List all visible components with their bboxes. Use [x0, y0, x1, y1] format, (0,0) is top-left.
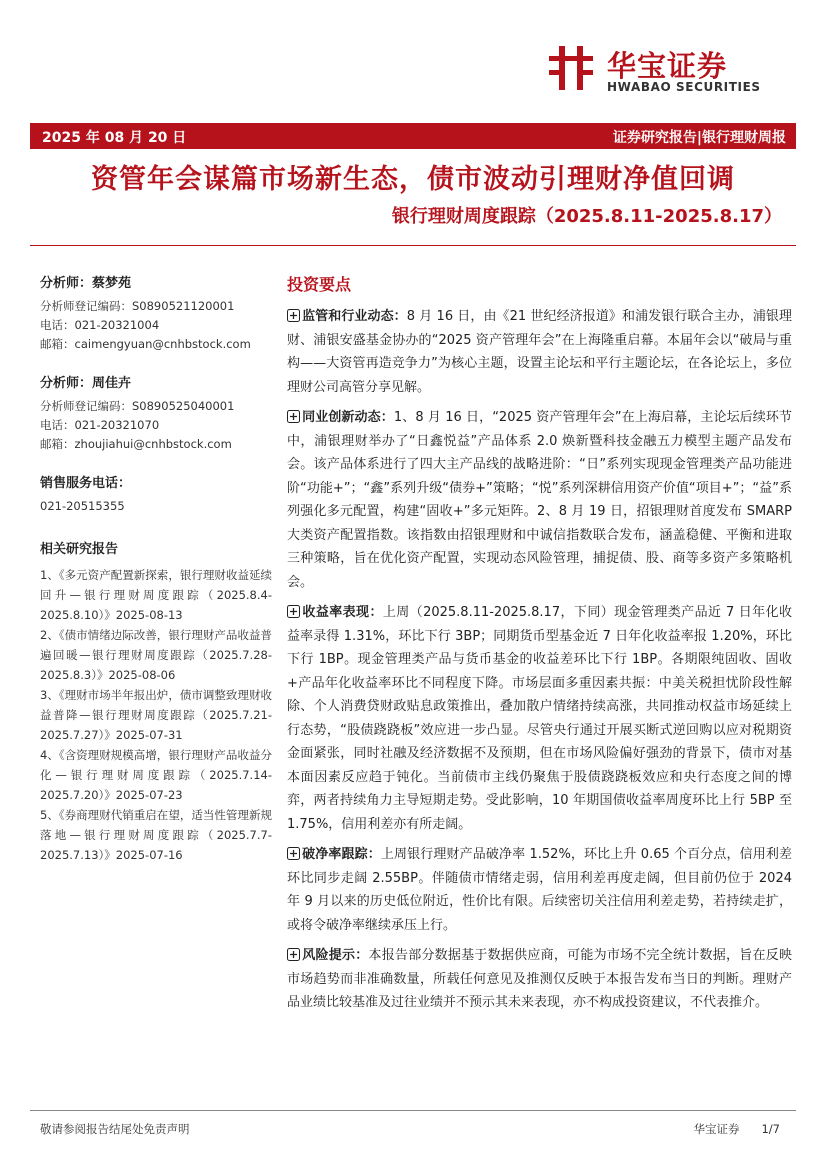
highlight-paragraph [287, 944, 792, 1015]
sales-block [40, 472, 272, 516]
logo-text-en: HWABAO SECURITIES [607, 80, 761, 94]
related-reports-title: 相关研究报告 [40, 542, 119, 557]
footer-disclaimer[interactable]: 敬请参阅报告结尾处免责声明 [40, 1122, 190, 1136]
report-date: 2025 年 08 月 20 日 [42, 130, 187, 146]
related-report-item[interactable]: 2、《债市情绪边际改善，银行理财产品收益普遍回暖—银行理财周度跟踪（2025.7.28-2025.8.3）》2025-08-06 [40, 628, 272, 682]
bullet-icon [287, 410, 300, 423]
report-title: 资管年会谋篇市场新生态，债市波动引理财净值回调 [91, 164, 735, 195]
sales-tel: 021-20515355 [40, 499, 125, 513]
paragraph-head: 收益率表现： [302, 605, 383, 620]
related-report-item[interactable]: 3、《理财市场半年报出炉，债市调整致理财收益普降—银行理财周度跟踪（2025.7.21-2025.7.27）》2025-07-31 [40, 688, 272, 742]
bullet-icon [287, 309, 300, 322]
footer-info [671, 1121, 780, 1137]
bullet-icon [287, 605, 300, 618]
paragraph-body: 上周银行理财产品破净率 1.52%，环比上升 0.65 个百分点，信用利差环比同步走阔 2.55BP。伴随债市情绪走弱，信用利差再度走阔，但目前仍位于 2024 年 9 月以来的历史低位附近，性价比有限。后续密切关注信用利差走势，若持续走扩，或将令破净率继续承压上行。 [287, 847, 792, 933]
huabao-logo-icon [545, 42, 597, 92]
company-logo [545, 42, 785, 98]
analyst-tel: 电话：021-20321004 [40, 318, 160, 332]
paragraph-body: 1、8 月 16 日，“2025 资产管理年会”在上海启幕，主论坛后续环节中，浦银理财举办了“日鑫悦益”产品体系 2.0 焕新暨科技金融五力模型主题产品发布会。该产品体系进行了四大主产品线的战略进阶：“日”系列实现现金管理类产品功能进阶“功能+”；“鑫”系列升级“债券+”策略；“悦”系列深耕信用资产价值“项目+”；“益”系列强化多元配置，构建“固收+”多元矩阵。2、8 月 19 日，招银理财首度发布 SMARP 大类资产配置指数。该指数由招银理财和中诚信指数联合发布，涵盖稳健、平衡和进取三种策略，旨在优化资产配置，实现动态风险管理，捕捉债、股、商等多资产多策略机会。 [287, 410, 792, 590]
analyst-name: 分析师：周佳卉 [40, 376, 132, 391]
page-number: 1/7 [761, 1122, 780, 1136]
sales-label: 销售服务电话： [40, 476, 132, 491]
analyst-tel: 电话：021-20321070 [40, 418, 160, 432]
analyst-block [40, 372, 272, 454]
analyst-email[interactable]: 邮箱：caimengyuan@cnhbstock.com [40, 337, 251, 351]
bullet-icon [287, 948, 300, 961]
paragraph-head: 监管和行业动态： [302, 309, 407, 324]
analyst-email[interactable]: 邮箱：zhoujiahui@cnhbstock.com [40, 437, 232, 451]
highlight-paragraph [287, 406, 792, 594]
paragraph-body: 本报告部分数据基于数据供应商，可能为市场不完全统计数据，旨在反映市场趋势而非准确数量，所载任何意见及推测仅反映于本报告发布当日的判断。理财产品业绩比较基准及过往业绩并不预示其未来表现，亦不构成投资建议，不代表推介。 [287, 948, 792, 1010]
paragraph-body: 上周（2025.8.11-2025.8.17，下同）现金管理类产品近 7 日年化收益率录得 1.31%，环比下行 3BP；同期货币型基金近 7 日年化收益率报 1.20%，环比下行 1BP。现金管理类产品与货币基金的收益差环比下行 1BP。各期限纯固收、固收+产品年化收益率环比不同程度下降。市场层面多重因素共振：中美关税担忧阶段性解除、个人消费贷财政贴息政策推出，叠加散户情绪持续高涨，共同推动权益市场延续上行态势，“股债跷跷板”效应进一步凸显。尽管央行通过开展买断式逆回购以应对税期资金面紧张，同时社融及经济数据不及预期，但在市场风险偏好强劲的背景下，债市对基本面因素反应趋于钝化。当前债市主线仍聚焦于股债跷跷板效应和央行态度之间的博弈，两者持续角力主导短期走势。受此影响，10 年期国债收益率周度环比上行 5BP 至 1.75%，信用利差亦有所走阔。 [287, 605, 792, 832]
highlight-paragraph [287, 601, 792, 836]
sidebar [40, 272, 272, 865]
highlight-paragraph [287, 305, 792, 399]
related-report-item[interactable]: 1、《多元资产配置新探索，银行理财收益延续回升—银行理财周度跟踪（2025.8.4-2025.8.10）》2025-08-13 [40, 568, 272, 622]
report-subtitle: 银行理财周度跟踪（2025.8.11-2025.8.17） [391, 206, 782, 227]
report-category: 证券研究报告|银行理财周报 [612, 130, 786, 146]
highlight-paragraph [287, 843, 792, 937]
related-report-item[interactable]: 5、《券商理财代销重启在望，适当性管理新规落地—银行理财周度跟踪（2025.7.7-2025.7.13）》2025-07-16 [40, 808, 272, 862]
paragraph-head: 同业创新动态： [302, 410, 394, 425]
analyst-block [40, 272, 272, 354]
paragraph-head: 风险提示： [302, 948, 369, 963]
paragraph-body: 8 月 16 日，由《21 世纪经济报道》和浦发银行联合主办，浦银理财、浦银安盛基金协办的“2025 资产管理年会”在上海隆重启幕。本届年会以“破局与重构——大资管再造竞争力”为核心主题，设置主论坛和平行主题论坛，在各论坛上，多位理财公司高管分享见解。 [287, 309, 792, 395]
related-report-item[interactable]: 4、《含资理财规模高增，银行理财产品收益分化—银行理财周度跟踪（2025.7.14-2025.7.20）》2025-07-23 [40, 748, 272, 802]
investment-title: 投资要点 [287, 275, 352, 294]
analyst-reg: 分析师登记编码：S0890521120001 [40, 299, 235, 313]
analyst-name: 分析师：蔡梦苑 [40, 276, 132, 291]
investment-highlights [287, 272, 792, 1022]
logo-text-cn: 华宝证券 [607, 49, 728, 83]
related-reports [40, 538, 272, 865]
header-divider [30, 245, 796, 246]
date-bar [30, 123, 796, 149]
bullet-icon [287, 847, 300, 860]
analyst-reg: 分析师登记编码：S0890525040001 [40, 399, 235, 413]
footer-company: 华宝证券 [693, 1122, 740, 1136]
paragraph-head: 破净率跟踪： [302, 847, 381, 862]
footer-divider [30, 1110, 796, 1111]
